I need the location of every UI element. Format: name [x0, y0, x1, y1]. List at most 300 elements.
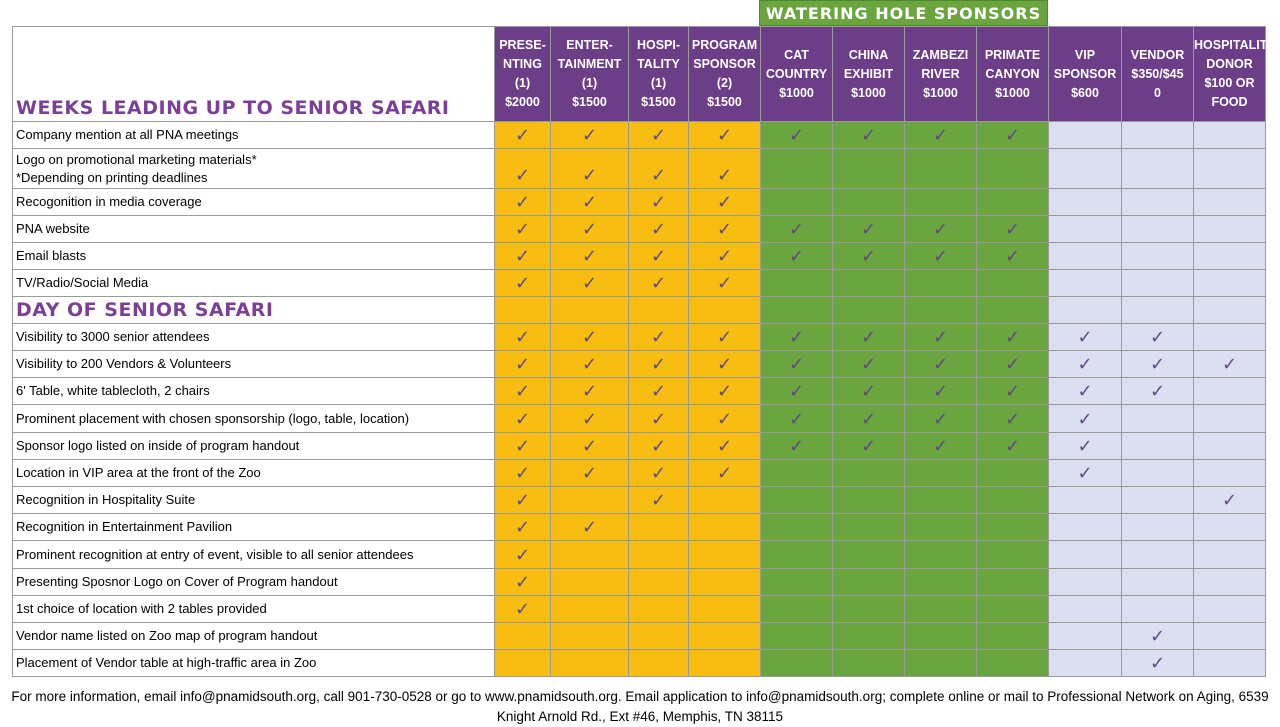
tier-cell [761, 596, 833, 623]
check-icon: ✓ [1004, 246, 1021, 267]
tier-header: PRIMATE CANYON $1000 [977, 27, 1049, 122]
tier-cell [1194, 514, 1266, 541]
tier-cell [1049, 569, 1122, 596]
tier-header: CAT COUNTRY $1000 [761, 27, 833, 122]
tier-cell [495, 650, 551, 677]
tier-cell [905, 122, 977, 149]
tier-cell [1049, 487, 1122, 514]
tier-cell [1049, 149, 1122, 189]
tier-cell [761, 650, 833, 677]
tier-cell [1194, 433, 1266, 460]
tier-cell [1122, 650, 1194, 677]
tier-cell [761, 378, 833, 405]
check-icon: ✓ [788, 436, 805, 457]
tier-cell [495, 541, 551, 569]
tier-cell [1122, 351, 1194, 378]
check-icon: ✓ [1004, 381, 1021, 402]
check-icon: ✓ [1077, 354, 1093, 375]
check-icon: ✓ [514, 165, 531, 186]
tier-cell [1122, 405, 1194, 433]
check-icon: ✓ [514, 572, 531, 593]
tier-cell [833, 378, 905, 405]
tier-cell [761, 541, 833, 569]
check-icon: ✓ [581, 327, 598, 348]
check-icon: ✓ [581, 409, 598, 430]
tier-cell [977, 297, 1049, 324]
check-icon: ✓ [581, 463, 598, 484]
benefit-row [13, 569, 1266, 596]
benefit-label: Placement of Vendor table at high-traffic area in Zoo [13, 650, 495, 677]
check-icon: ✓ [788, 409, 805, 430]
check-icon: ✓ [932, 381, 949, 402]
tier-cell [1049, 122, 1122, 149]
tier-cell [905, 149, 977, 189]
tier-cell [1122, 460, 1194, 487]
tier-cell [689, 351, 761, 378]
tier-cell [495, 433, 551, 460]
benefit-row [13, 122, 1266, 149]
benefit-label: Vendor name listed on Zoo map of program handout [13, 623, 495, 650]
tier-cell [833, 433, 905, 460]
tier-cell [551, 351, 629, 378]
tier-cell [833, 216, 905, 243]
check-icon: ✓ [514, 409, 531, 430]
check-icon: ✓ [581, 436, 598, 457]
tier-cell [905, 569, 977, 596]
check-icon: ✓ [716, 125, 733, 146]
check-icon: ✓ [716, 219, 733, 240]
tier-cell [629, 189, 689, 216]
benefit-row [13, 514, 1266, 541]
tier-cell [833, 405, 905, 433]
tier-cell [761, 189, 833, 216]
check-icon: ✓ [1149, 354, 1166, 375]
tier-cell [689, 324, 761, 351]
tier-cell [495, 351, 551, 378]
check-icon: ✓ [716, 327, 733, 348]
header-row [13, 27, 1266, 122]
check-icon: ✓ [581, 192, 598, 213]
tier-cell [495, 405, 551, 433]
benefit-label: Visibility to 200 Vendors & Volunteers [13, 351, 495, 378]
check-icon: ✓ [1077, 463, 1093, 484]
tier-cell [495, 149, 551, 189]
tier-cell [495, 324, 551, 351]
tier-cell [689, 270, 761, 297]
tier-cell [977, 243, 1049, 270]
tier-cell [905, 270, 977, 297]
tier-cell [495, 270, 551, 297]
tier-cell [495, 596, 551, 623]
benefit-label: Prominent recognition at entry of event, visible to all senior attendees [13, 541, 495, 569]
check-icon: ✓ [650, 246, 667, 267]
check-icon: ✓ [860, 409, 877, 430]
benefit-label: Visibility to 3000 senior attendees [13, 324, 495, 351]
tier-cell [689, 569, 761, 596]
tier-header: HOSPI- TALITY (1) $1500 [629, 27, 689, 122]
tier-cell [977, 569, 1049, 596]
check-icon: ✓ [1077, 327, 1093, 348]
tier-cell [905, 650, 977, 677]
tier-cell [1122, 569, 1194, 596]
tier-cell [833, 189, 905, 216]
tier-cell [1049, 378, 1122, 405]
check-icon: ✓ [514, 463, 531, 484]
tier-cell [977, 351, 1049, 378]
check-icon: ✓ [581, 165, 598, 186]
tier-cell [495, 569, 551, 596]
check-icon: ✓ [1004, 125, 1021, 146]
tier-cell [1122, 243, 1194, 270]
check-icon: ✓ [860, 219, 877, 240]
check-icon: ✓ [650, 490, 667, 511]
check-icon: ✓ [1004, 409, 1021, 430]
tier-cell [1194, 270, 1266, 297]
check-icon: ✓ [514, 246, 531, 267]
tier-cell [629, 569, 689, 596]
benefit-label: 1st choice of location with 2 tables provided [13, 596, 495, 623]
check-icon: ✓ [932, 246, 949, 267]
check-icon: ✓ [650, 381, 667, 402]
tier-cell [1194, 541, 1266, 569]
tier-cell [1049, 623, 1122, 650]
check-icon: ✓ [860, 354, 877, 375]
tier-cell [905, 243, 977, 270]
tier-cell [495, 378, 551, 405]
tier-cell [1122, 541, 1194, 569]
tier-cell [495, 122, 551, 149]
benefit-label: Logo on promotional marketing materials* *Depending on printing deadlines [13, 149, 495, 189]
check-icon: ✓ [788, 125, 805, 146]
tier-cell [833, 351, 905, 378]
tier-cell [905, 514, 977, 541]
tier-cell [1194, 351, 1266, 378]
tier-cell [551, 433, 629, 460]
tier-cell [977, 149, 1049, 189]
tier-cell [761, 297, 833, 324]
check-icon: ✓ [581, 273, 598, 294]
benefit-row [13, 405, 1266, 433]
tier-cell [977, 596, 1049, 623]
check-icon: ✓ [514, 490, 531, 511]
tier-cell [1049, 297, 1122, 324]
tier-cell [551, 487, 629, 514]
tier-cell [495, 487, 551, 514]
tier-cell [833, 460, 905, 487]
check-icon: ✓ [650, 327, 667, 348]
tier-cell [551, 623, 629, 650]
tier-cell [1049, 514, 1122, 541]
check-icon: ✓ [514, 545, 531, 566]
check-icon: ✓ [716, 463, 733, 484]
tier-cell [1049, 189, 1122, 216]
check-icon: ✓ [514, 192, 531, 213]
tier-cell [1194, 324, 1266, 351]
tier-cell [1122, 297, 1194, 324]
tier-cell [1122, 189, 1194, 216]
tier-cell [551, 650, 629, 677]
tier-cell [551, 514, 629, 541]
check-icon: ✓ [1149, 327, 1166, 348]
tier-cell [629, 433, 689, 460]
tier-cell [977, 216, 1049, 243]
tier-cell [905, 433, 977, 460]
tier-cell [833, 514, 905, 541]
check-icon: ✓ [650, 165, 667, 186]
tier-cell [629, 122, 689, 149]
tier-cell [1194, 405, 1266, 433]
tier-cell [761, 514, 833, 541]
tier-cell [833, 149, 905, 189]
tier-cell [1194, 149, 1266, 189]
tier-cell [977, 270, 1049, 297]
tier-cell [1122, 514, 1194, 541]
check-icon: ✓ [514, 517, 531, 538]
tier-cell [689, 216, 761, 243]
benefit-row [13, 460, 1266, 487]
tier-cell [761, 487, 833, 514]
benefit-label: 6' Table, white tablecloth, 2 chairs [13, 378, 495, 405]
tier-cell [629, 650, 689, 677]
tier-cell [977, 487, 1049, 514]
tier-cell [761, 149, 833, 189]
tier-cell [1049, 270, 1122, 297]
tier-cell [905, 297, 977, 324]
benefit-row [13, 216, 1266, 243]
tier-cell [905, 596, 977, 623]
tier-cell [761, 324, 833, 351]
benefit-row [13, 378, 1266, 405]
tier-cell [629, 460, 689, 487]
tier-cell [905, 216, 977, 243]
tier-cell [629, 541, 689, 569]
check-icon: ✓ [650, 463, 667, 484]
tier-cell [689, 189, 761, 216]
benefit-label: Recognition in Hospitality Suite [13, 487, 495, 514]
benefit-label: Prominent placement with chosen sponsorship (logo, table, location) [13, 405, 495, 433]
check-icon: ✓ [581, 246, 598, 267]
tier-cell [905, 189, 977, 216]
tier-cell [977, 189, 1049, 216]
tier-cell [1049, 243, 1122, 270]
tier-cell [1049, 541, 1122, 569]
benefit-label: Location in VIP area at the front of the Zoo [13, 460, 495, 487]
tier-cell [761, 243, 833, 270]
check-icon: ✓ [581, 517, 598, 538]
check-icon: ✓ [932, 409, 949, 430]
tier-cell [977, 433, 1049, 460]
check-icon: ✓ [788, 327, 805, 348]
tier-cell [689, 433, 761, 460]
tier-cell [1122, 216, 1194, 243]
tier-cell [977, 378, 1049, 405]
check-icon: ✓ [581, 219, 598, 240]
check-icon: ✓ [650, 354, 667, 375]
tier-cell [629, 405, 689, 433]
contact-footer: For more information, email info@pnamidsouth.org, call 901-730-0528 or go to www.pnamidsouth.org. Email application to info@pnamidsouth.org; complete online or mail to Professional Network on Aging, 6539 Knight Arnold Rd., Ext #46, Memphis, TN 38115 [11, 689, 1269, 724]
tier-cell [551, 243, 629, 270]
check-icon: ✓ [716, 192, 733, 213]
check-icon: ✓ [860, 436, 877, 457]
tier-cell [629, 623, 689, 650]
tier-cell [833, 623, 905, 650]
benefit-row [13, 270, 1266, 297]
check-icon: ✓ [716, 436, 733, 457]
tier-cell [689, 378, 761, 405]
tier-cell [1194, 650, 1266, 677]
tier-cell [905, 460, 977, 487]
tier-cell [1122, 623, 1194, 650]
tier-cell [905, 623, 977, 650]
tier-cell [905, 541, 977, 569]
tier-header: PRESE- NTING (1) $2000 [495, 27, 551, 122]
tier-cell [1194, 623, 1266, 650]
benefit-row [13, 149, 1266, 189]
tier-cell [1049, 351, 1122, 378]
check-icon: ✓ [1077, 409, 1093, 430]
tier-cell [551, 378, 629, 405]
tier-cell [833, 596, 905, 623]
tier-cell [1194, 569, 1266, 596]
check-icon: ✓ [860, 246, 877, 267]
tier-cell [495, 460, 551, 487]
tier-cell [905, 351, 977, 378]
check-icon: ✓ [932, 436, 949, 457]
tier-cell [495, 243, 551, 270]
check-icon: ✓ [716, 409, 733, 430]
tier-cell [1194, 122, 1266, 149]
tier-cell [629, 514, 689, 541]
benefit-label: PNA website [13, 216, 495, 243]
tier-cell [833, 487, 905, 514]
check-icon: ✓ [514, 273, 531, 294]
benefit-label: Sponsor logo listed on inside of program handout [13, 433, 495, 460]
check-icon: ✓ [514, 599, 531, 620]
benefit-row [13, 324, 1266, 351]
tier-cell [689, 149, 761, 189]
benefit-row [13, 596, 1266, 623]
tier-header: ENTER- TAINMENT (1) $1500 [551, 27, 629, 122]
check-icon: ✓ [650, 273, 667, 294]
benefit-label: Recognition in Entertainment Pavilion [13, 514, 495, 541]
check-icon: ✓ [581, 125, 598, 146]
tier-cell [977, 405, 1049, 433]
tier-cell [833, 650, 905, 677]
tier-cell [833, 243, 905, 270]
tier-cell [689, 650, 761, 677]
check-icon: ✓ [1077, 381, 1093, 402]
tier-cell [761, 433, 833, 460]
tier-cell [551, 122, 629, 149]
check-icon: ✓ [581, 354, 598, 375]
benefit-row [13, 650, 1266, 677]
check-icon: ✓ [716, 273, 733, 294]
tier-cell [1122, 149, 1194, 189]
check-icon: ✓ [514, 219, 531, 240]
tier-header: PROGRAM SPONSOR (2) $1500 [689, 27, 761, 122]
tier-cell [629, 596, 689, 623]
check-icon: ✓ [1004, 354, 1021, 375]
tier-cell [551, 596, 629, 623]
sponsorship-table [12, 26, 1276, 677]
tier-cell [495, 297, 551, 324]
check-icon: ✓ [514, 125, 531, 146]
check-icon: ✓ [788, 381, 805, 402]
benefit-row [13, 351, 1266, 378]
benefit-label: Presenting Sposnor Logo on Cover of Program handout [13, 569, 495, 596]
tier-cell [761, 351, 833, 378]
tier-cell [833, 297, 905, 324]
tier-header: HOSPITALITY DONOR $100 OR FOOD [1194, 27, 1266, 122]
tier-header: VENDOR $350/$45 0 [1122, 27, 1194, 122]
tier-cell [689, 514, 761, 541]
tier-cell [905, 378, 977, 405]
tier-cell [689, 122, 761, 149]
watering-hole-banner: WATERING HOLE SPONSORS [759, 0, 1048, 26]
tier-cell [495, 189, 551, 216]
tier-cell [905, 487, 977, 514]
benefit-label: Email blasts [13, 243, 495, 270]
section-heading-row [13, 297, 1266, 324]
check-icon: ✓ [1004, 436, 1021, 457]
benefit-row [13, 487, 1266, 514]
tier-cell [689, 297, 761, 324]
tier-cell [977, 650, 1049, 677]
check-icon: ✓ [932, 125, 949, 146]
tier-cell [761, 270, 833, 297]
section-title: WEEKS LEADING UP TO SENIOR SAFARI [13, 27, 495, 122]
tier-cell [551, 541, 629, 569]
tier-cell [977, 541, 1049, 569]
benefit-label: TV/Radio/Social Media [13, 270, 495, 297]
benefit-label: Company mention at all PNA meetings [13, 122, 495, 149]
section-title: DAY OF SENIOR SAFARI [13, 297, 495, 324]
check-icon: ✓ [788, 354, 805, 375]
tier-cell [1194, 460, 1266, 487]
tier-cell [1194, 189, 1266, 216]
tier-cell [629, 270, 689, 297]
tier-cell [1122, 324, 1194, 351]
tier-header: ZAMBEZI RIVER $1000 [905, 27, 977, 122]
tier-cell [629, 243, 689, 270]
tier-cell [551, 270, 629, 297]
check-icon: ✓ [932, 219, 949, 240]
benefit-row [13, 189, 1266, 216]
tier-cell [1122, 487, 1194, 514]
tier-cell [761, 460, 833, 487]
check-icon: ✓ [514, 327, 531, 348]
check-icon: ✓ [932, 354, 949, 375]
benefit-row [13, 433, 1266, 460]
check-icon: ✓ [650, 192, 667, 213]
check-icon: ✓ [1004, 219, 1021, 240]
check-icon: ✓ [650, 219, 667, 240]
check-icon: ✓ [581, 381, 598, 402]
tier-cell [629, 149, 689, 189]
tier-cell [551, 405, 629, 433]
tier-cell [977, 324, 1049, 351]
tier-cell [905, 405, 977, 433]
check-icon: ✓ [514, 436, 531, 457]
tier-cell [495, 623, 551, 650]
check-icon: ✓ [716, 354, 733, 375]
check-icon: ✓ [1221, 354, 1238, 375]
tier-cell [629, 216, 689, 243]
tier-cell [1122, 378, 1194, 405]
tier-cell [1122, 270, 1194, 297]
tier-cell [1122, 122, 1194, 149]
tier-cell [629, 487, 689, 514]
